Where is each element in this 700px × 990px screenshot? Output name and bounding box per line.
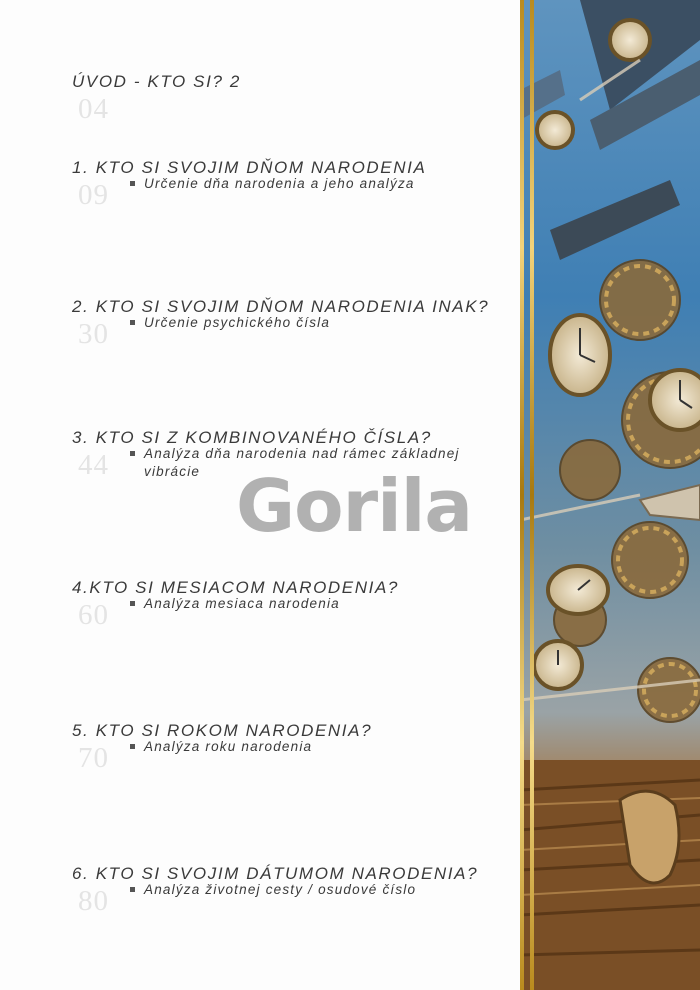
gold-border-line <box>530 0 534 990</box>
bullet-icon <box>130 451 135 456</box>
toc-subitem-text: Analýza roku narodenia <box>144 739 313 754</box>
toc-page-number: 44 <box>78 449 109 481</box>
toc-subitem-text: Analýza mesiaca narodenia <box>144 596 340 611</box>
watermark-logo: Gorila <box>236 464 473 548</box>
toc-entry-title: 4.KTO SI MESIACOM NARODENIA? <box>72 578 399 597</box>
toc-page-number: 70 <box>78 742 109 774</box>
bullet-icon <box>130 887 135 892</box>
toc-entry-intro[interactable] <box>72 72 512 125</box>
gold-border-line <box>520 0 524 990</box>
toc-subitem-text: Určenie psychického čísla <box>144 315 331 330</box>
toc-entry-5[interactable] <box>72 721 512 774</box>
toc-subitem <box>130 738 510 756</box>
toc-entry-6[interactable] <box>72 864 512 917</box>
toc-entry-title: 5. KTO SI ROKOM NARODENIA? <box>72 721 373 740</box>
toc-entry-title: ÚVOD - KTO SI? 2 <box>72 72 241 91</box>
toc-entry-title: 6. KTO SI SVOJIM DÁTUMOM NARODENIA? <box>72 864 479 883</box>
toc-entry-2[interactable] <box>72 297 512 350</box>
toc-page-number: 80 <box>78 885 109 917</box>
toc-page-number: 60 <box>78 599 109 631</box>
toc-entry-title: 1. KTO SI SVOJIM DŇOM NARODENIA <box>72 158 427 177</box>
toc-entry-title: 2. KTO SI SVOJIM DŇOM NARODENIA INAK? <box>72 297 490 316</box>
toc-subitem <box>130 881 510 899</box>
toc-subitem <box>130 595 510 613</box>
toc-subitem-text: Analýza dňa narodenia nad rámec základnej vibrácie <box>144 446 460 479</box>
bullet-icon <box>130 181 135 186</box>
bullet-icon <box>130 320 135 325</box>
toc-subitem-text: Určenie dňa narodenia a jeho analýza <box>144 176 415 191</box>
toc-page-number: 30 <box>78 318 109 350</box>
toc-entry-1[interactable] <box>72 158 512 211</box>
toc-entry-4[interactable] <box>72 578 512 631</box>
toc-entry-title: 3. KTO SI Z KOMBINOVANÉHO ČÍSLA? <box>72 428 432 447</box>
clockwork-painting <box>520 0 700 990</box>
decorative-artwork <box>520 0 700 990</box>
bullet-icon <box>130 601 135 606</box>
toc-page-number: 04 <box>78 93 109 125</box>
toc-subitem <box>130 314 510 332</box>
bullet-icon <box>130 744 135 749</box>
toc-entry-3[interactable] <box>72 428 512 481</box>
toc-page-number: 09 <box>78 179 109 211</box>
toc-subitem <box>130 175 510 193</box>
toc-subitem-text: Analýza životnej cesty / osudové číslo <box>144 882 417 897</box>
